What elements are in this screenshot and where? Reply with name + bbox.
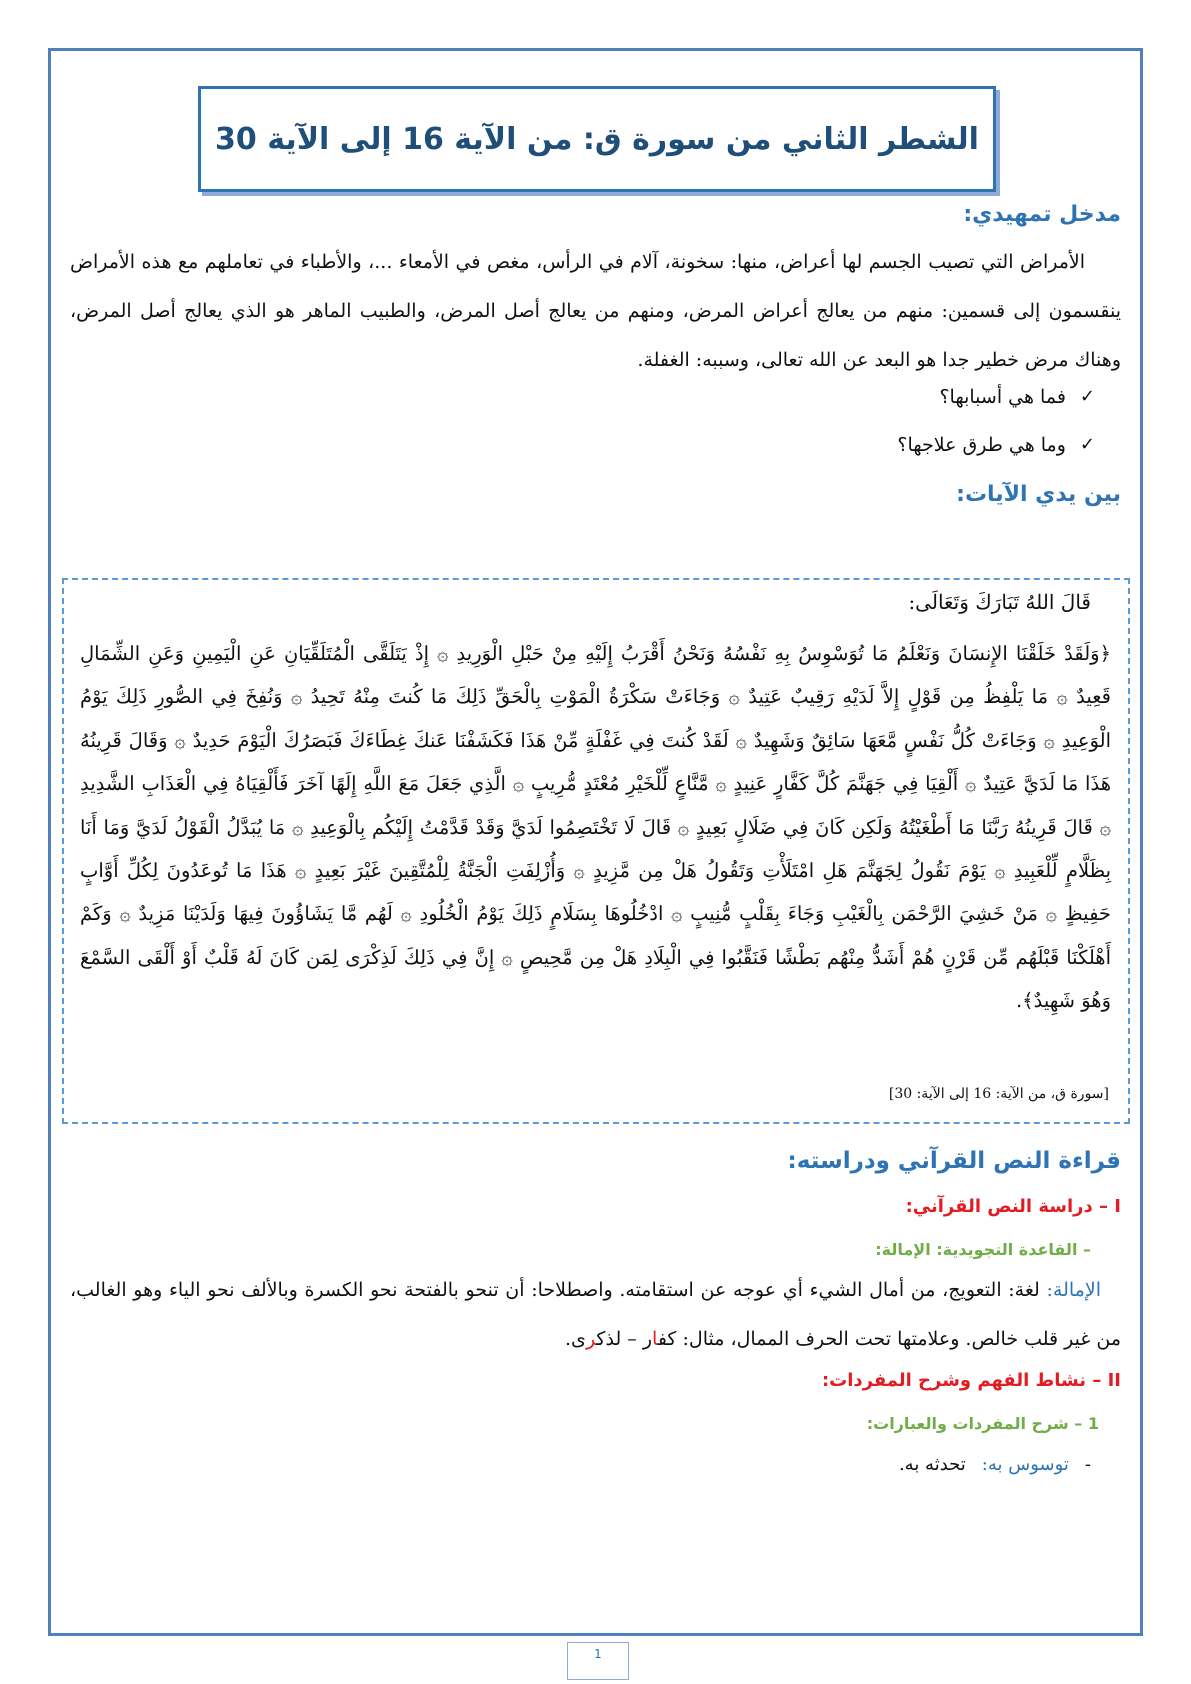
list-item (897, 373, 1095, 421)
example-part: كف (657, 1328, 677, 1350)
intro-paragraph: الأمراض التي تصيب الجسم لها أعراض، منها: سخونة، آلام في الرأس، مغص في الأمعاء ...، والأطباء في تعاملهم مع هذه الأمراض ينقسمون إلى قسمين: منهم من يعالج أعراض المرض، ومنهم من يعالج أصل المرض، والطبيب الماهر هو الذي يعالج أصل المرض، وهناك مرض خطير جدا هو البعد عن الله تعالى، وسببه: الغفلة. (70, 251, 1121, 371)
section-2-heading: II – نشاط الفهم وشرح المفردات: (821, 1370, 1121, 1391)
quran-intro: قَالَ اللهُ تَبَارَكَ وَتَعَالَى: (908, 590, 1091, 614)
vocab-meaning: تحدثه به. (898, 1454, 966, 1475)
question-list (897, 373, 1095, 469)
question-text: وما هي طرق علاجها؟ (897, 434, 1066, 456)
check-icon: ✓ (1079, 434, 1095, 455)
list-item (897, 421, 1095, 469)
tajweed-heading: – القاعدة التجويدية: الإمالة: (875, 1240, 1091, 1259)
section-1-heading: I – دراسة النص القرآني: (905, 1196, 1121, 1217)
imala-term: الإمالة: (1046, 1279, 1101, 1301)
vocab-term: توسوس به: (981, 1454, 1069, 1475)
quran-verses: ﴿وَلَقَدْ خَلَقْنَا الإِنسَانَ وَنَعْلَمُ مَا تُوَسْوِسُ بِهِ نَفْسُهُ وَنَحْنُ أَقْرَبُ إِلَيْهِ مِنْ حَبْلِ الْوَرِيدِ ۞ إِذْ يَتَلَقَّى الْمُتَلَقِّيَانِ عَنِ الْيَمِينِ وَعَنِ الشِّمَالِ قَعِيدٌ ۞ مَا يَلْفِظُ مِن قَوْلٍ إِلاَّ لَدَيْهِ رَقِيبٌ عَتِيدٌ ۞ وَجَاءَتْ سَكْرَةُ الْمَوْتِ بِالْحَقِّ ذَلِكَ مَا كُنتَ مِنْهُ تَحِيدُ ۞ وَنُفِخَ فِي الصُّورِ ذَلِكَ يَوْمُ الْوَعِيدِ ۞ وَجَاءَتْ كُلُّ نَفْسٍ مَّعَهَا سَائِقٌ وَشَهِيدٌ ۞ لَقَدْ كُنتَ فِي غَفْلَةٍ مِّنْ هَذَا فَكَشَفْنَا عَنكَ غِطَاءَكَ فَبَصَرُكَ الْيَوْمَ حَدِيدٌ ۞ وَقَالَ قَرِينُهُ هَذَا مَا لَدَيَّ عَتِيدٌ ۞ أَلْقِيَا فِي جَهَنَّمَ كُلَّ كَفَّارٍ عَنِيدٍ ۞ مَّنَّاعٍ لِّلْخَيْرِ مُعْتَدٍ مُّرِيبٍ ۞ الَّذِي جَعَلَ مَعَ اللَّهِ إِلَهًا آخَرَ فَأَلْقِيَاهُ فِي الْعَذَابِ الشَّدِيدِ ۞ قَالَ قَرِينُهُ رَبَّنَا مَا أَطْغَيْتُهُ وَلَكِن كَانَ فِي ضَلَالٍ بَعِيدٍ ۞ قَالَ لَا تَخْتَصِمُوا لَدَيَّ وَقَدْ قَدَّمْتُ إِلَيْكُم بِالْوَعِيدِ ۞ مَا يُبَدَّلُ الْقَوْلُ لَدَيَّ وَمَا أَنَا بِظَلَّامٍ لِّلْعَبِيدِ ۞ يَوْمَ نَقُولُ لِجَهَنَّمَ هَلِ امْتَلَأْتِ وَتَقُولُ هَلْ مِن مَّزِيدٍ ۞ وَأُزْلِفَتِ الْجَنَّةُ لِلْمُتَّقِينَ غَيْرَ بَعِيدٍ ۞ هَذَا مَا تُوعَدُونَ لِكُلِّ أَوَّابٍ حَفِيظٍ ۞ مَنْ خَشِيَ الرَّحْمَن بِالْغَيْبِ وَجَاءَ بِقَلْبٍ مُّنِيبٍ ۞ ادْخُلُوهَا بِسَلَامٍ ذَلِكَ يَوْمُ الْخُلُودِ ۞ لَهُم مَّا يَشَاؤُونَ فِيهَا وَلَدَيْنَا مَزِيدٌ ۞ وَكَمْ أَهْلَكْنَا قَبْلَهُم مِّن قَرْنٍ هُمْ أَشَدُّ مِنْهُم بَطْشًا فَنَقَّبُوا فِي الْبِلَادِ هَلْ مِن مَّحِيصٍ ۞ إِنَّ فِي ذَلِكَ لَذِكْرَى لِمَن كَانَ لَهُ قَلْبٌ أَوْ أَلْقَى السَّمْعَ وَهُوَ شَهِيدٌ﴾. (80, 642, 1111, 1013)
example-2 (565, 1328, 621, 1350)
example-red-letter: ا (652, 1328, 658, 1350)
imala-definition (70, 1266, 1121, 1364)
page-number: 1 (567, 1642, 629, 1680)
question-text: فما هي أسبابها؟ (939, 386, 1066, 408)
study-heading: قراءة النص القرآني ودراسته: (787, 1148, 1121, 1174)
vocab-heading: 1 – شرح المفردات والعبارات: (866, 1414, 1099, 1433)
example-separator: – (621, 1328, 643, 1350)
title-box (198, 86, 996, 192)
example-part: ى. (565, 1328, 586, 1350)
intro-heading: مدخل تمهيدي: (963, 202, 1121, 227)
vocab-dash: - (1084, 1454, 1091, 1475)
example-part: لذك (596, 1328, 622, 1350)
example-part: ر (642, 1328, 653, 1350)
vocab-item (899, 1454, 1091, 1475)
example-red-letter: ر (585, 1328, 597, 1350)
verse-reference: [سورة ق، من الآية: 16 إلى الآية: 30] (888, 1086, 1109, 1102)
example-1 (643, 1328, 677, 1350)
imala-text: لغة: التعويج، من أمال الشيء أي عوجه عن استقامته. واصطلاحا: أن تنحو بالفتحة نحو الكسرة وبالألف نحو الياء وهو الغالب، من غير قلب خالص. وعلامتها تحت الحرف الممال، مثال: (70, 1279, 1121, 1350)
verses-heading: بين يدي الآيات: (956, 482, 1121, 507)
page-title: الشطر الثاني من سورة ق: من الآية 16 إلى الآية 30 (215, 121, 979, 157)
check-icon: ✓ (1079, 386, 1095, 407)
